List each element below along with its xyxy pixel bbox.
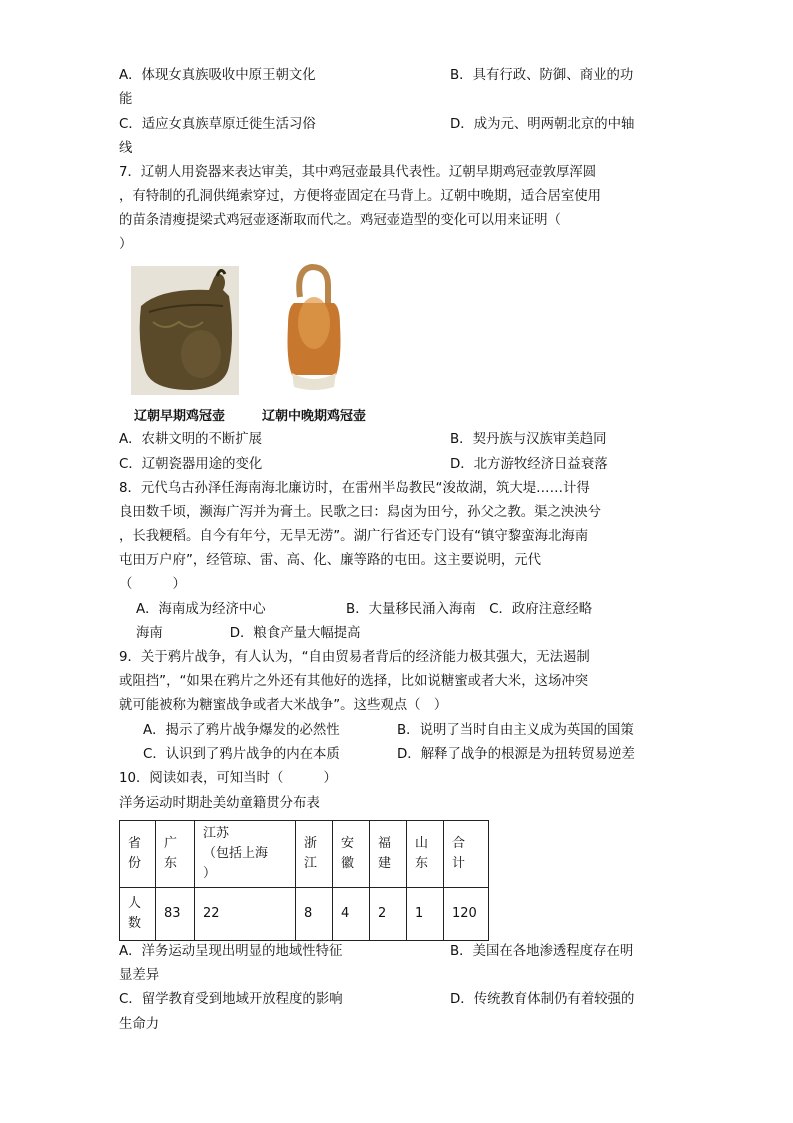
caption-early-pot: 辽朝早期鸡冠壶 (134, 409, 226, 424)
q9-option-a: A．揭示了鸦片战争爆发的必然性 (143, 723, 340, 738)
q8-stem-line: ，长我粳稻。自今有年兮，无旱无涝”。湖广行省还专门设有“镇守黎蛮海北海南 (119, 529, 589, 544)
q8-stem-line: 屯田万户府”，经管琼、雷、高、化、廉等路的屯田。这主要说明，元代 (119, 553, 542, 568)
q8-stem-line: 8．元代乌古孙泽任海南海北廉访时，在雷州半岛教民“浚故湖，筑大堤……计得 (119, 481, 590, 496)
table-cell: 120 (444, 888, 489, 941)
q7-option-a: A．农耕文明的不断扩展 (119, 432, 263, 447)
q10-option-b-continued: 显差异 (119, 968, 160, 983)
table-title: 洋务运动时期赴美幼童籍贯分布表 (119, 796, 320, 811)
q8-stem-line: （ ） (119, 577, 186, 592)
table-cell: 83 (156, 888, 195, 941)
q8-stem-line: 良田数千顷，濒海广泻并为膏土。民歌之曰：舄卤为田兮，孙父之教。渠之泱泱兮 (119, 505, 602, 520)
q6-option-b: B．具有行政、防御、商业的功 (450, 68, 634, 83)
student-origin-table (119, 820, 489, 941)
table-cell: 福 建 (370, 821, 407, 888)
q9-option-b: B．说明了当时自由主义成为英国的国策 (397, 723, 634, 738)
table-cell: 广 东 (156, 821, 195, 888)
table-cell: 合 计 (444, 821, 489, 888)
q6-option-c: C．适应女真族草原迁徙生活习俗 (119, 117, 316, 132)
q7-stem-line: 7．辽朝人用瓷器来表达审美，其中鸡冠壶最具代表性。辽朝早期鸡冠壶敦厚浑圆 (119, 165, 597, 180)
table-row (120, 888, 489, 941)
table-cell: 安 徽 (333, 821, 370, 888)
q10-option-a: A．洋务运动呈现出明显的地域性特征 (119, 944, 343, 959)
q6-option-b-continued: 能 (119, 92, 133, 107)
table-cell: 人 数 (120, 888, 156, 941)
q6-option-d-continued: 线 (119, 141, 133, 156)
late-liao-cockscomb-pot-image (282, 263, 346, 394)
table-cell: 22 (195, 888, 296, 941)
q9-option-c: C．认识到了鸦片战争的内在本质 (143, 747, 340, 762)
table-cell: 江苏 （包括上海 ） (195, 821, 296, 888)
q6-option-a: A．体现女真族吸收中原王朝文化 (119, 68, 316, 83)
table-cell: 浙 江 (296, 821, 333, 888)
q10-option-d-continued: 生命力 (119, 1017, 160, 1032)
q8-options-line: A．海南成为经济中心 B．大量移民涌入海南 C．政府注意经略 (136, 602, 593, 617)
q10-stem: 10．阅读如表，可知当时（ ） (119, 771, 337, 786)
table-cell: 山 东 (407, 821, 444, 888)
table-header-row (120, 821, 489, 888)
q10-option-d: D．传统教育体制仍有着较强的 (450, 992, 635, 1007)
q7-option-d: D．北方游牧经济日益衰落 (450, 457, 608, 472)
q9-option-d: D．解释了战争的根源是为扭转贸易逆差 (397, 747, 635, 762)
table-cell: 2 (370, 888, 407, 941)
q9-stem-line: 9．关于鸦片战争，有人认为，“自由贸易者背后的经济能力极其强大，无法遏制 (119, 650, 590, 665)
q8-options-line: 海南 D．粮食产量大幅提高 (136, 626, 361, 641)
table-cell: 8 (296, 888, 333, 941)
caption-late-pot: 辽朝中晚期鸡冠壶 (262, 409, 367, 424)
q7-stem-line: ） (119, 237, 133, 252)
table-cell: 省 份 (120, 821, 156, 888)
table-cell: 4 (333, 888, 370, 941)
q10-option-b: B．美国在各地渗透程度存在明 (450, 944, 634, 959)
q6-option-d: D．成为元、明两朝北京的中轴 (450, 117, 635, 132)
early-liao-cockscomb-pot-image (131, 266, 239, 395)
q7-option-c: C．辽朝瓷器用途的变化 (119, 457, 263, 472)
q9-stem-line: 就可能被称为糖蜜战争或者大米战争”。这些观点（ ） (119, 698, 448, 713)
q7-stem-line: 的苗条清瘦提梁式鸡冠壶逐渐取而代之。鸡冠壶造型的变化可以用来证明（ (119, 213, 561, 228)
q10-option-c: C．留学教育受到地域开放程度的影响 (119, 992, 343, 1007)
q9-stem-line: 或阻挡”，“如果在鸦片之外还有其他好的选择，比如说糖蜜或者大米，这场冲突 (119, 674, 589, 689)
q7-option-b: B．契丹族与汉族审美趋同 (450, 432, 607, 447)
table-cell: 1 (407, 888, 444, 941)
q7-stem-line: ，有特制的孔洞供绳索穿过，方便将壶固定在马背上。辽朝中晚期，适合居室使用 (119, 189, 602, 204)
